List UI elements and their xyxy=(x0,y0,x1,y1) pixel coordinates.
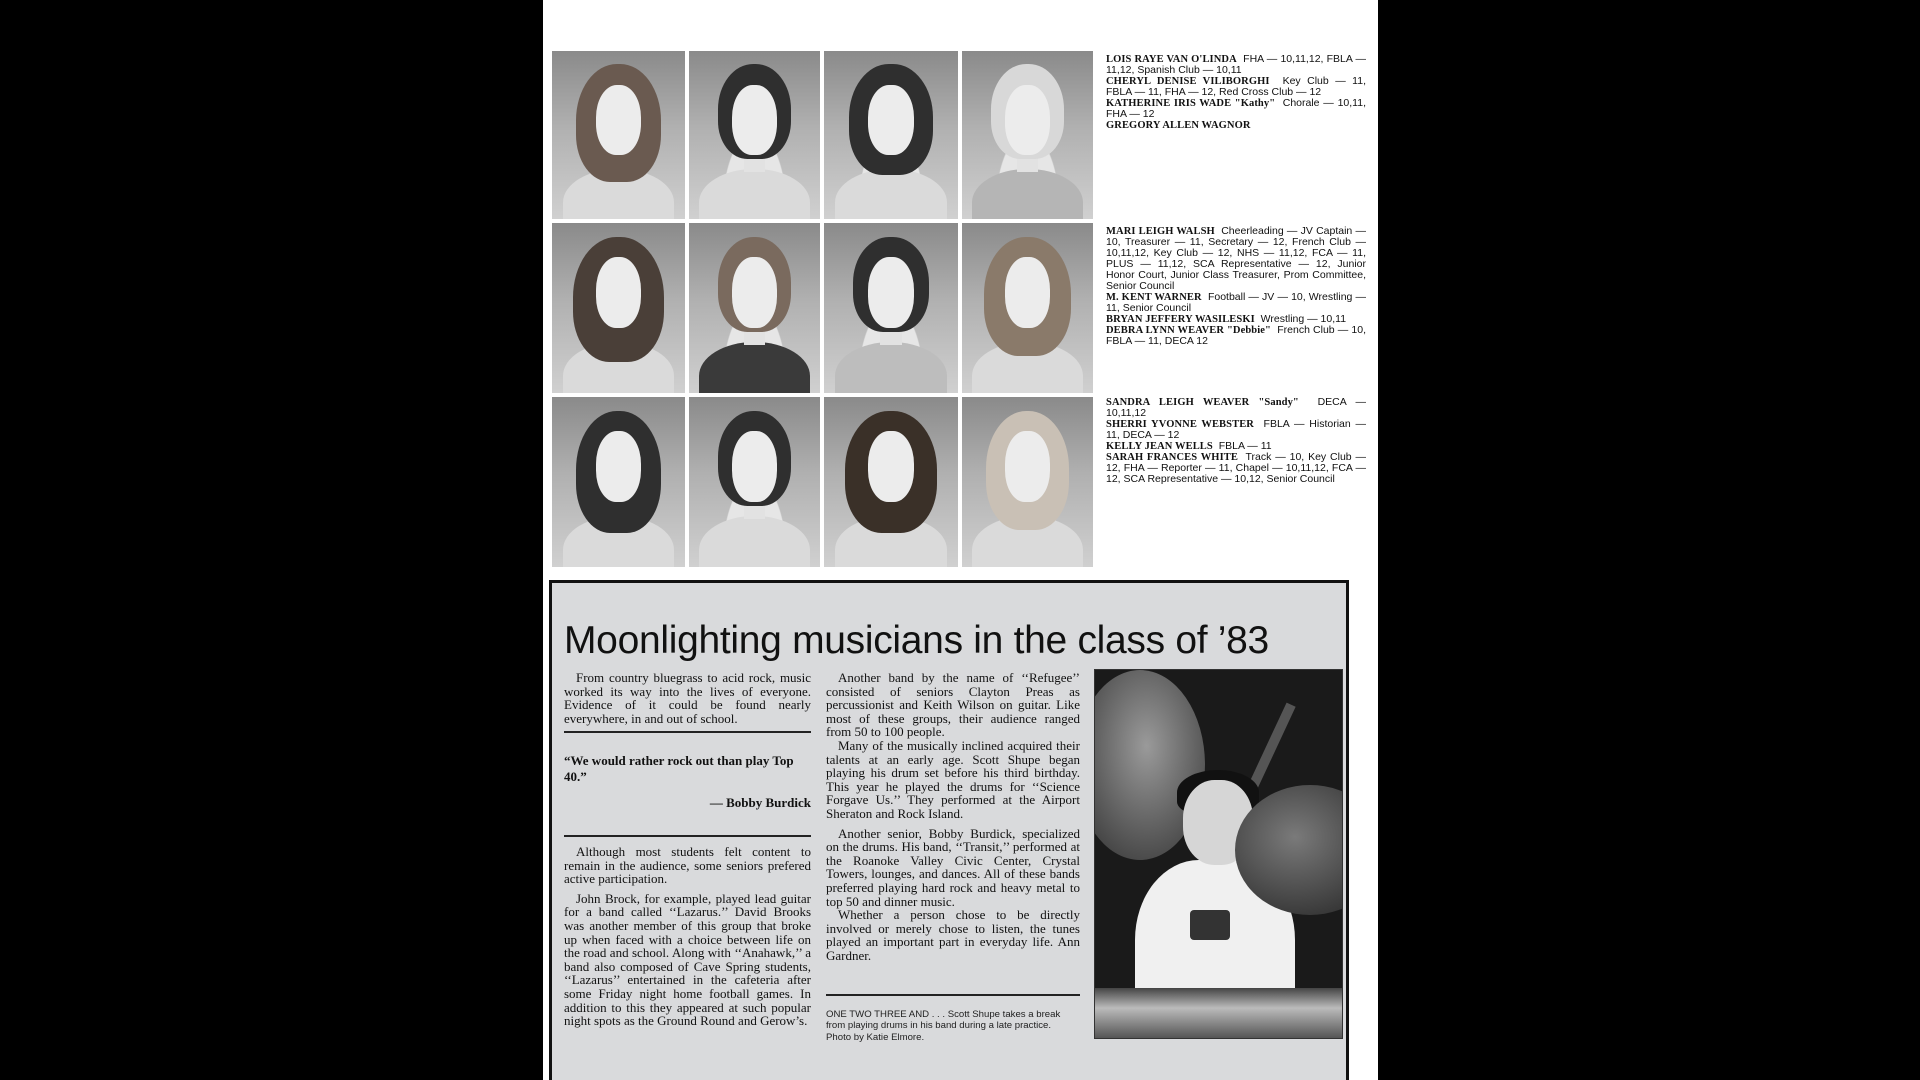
student-name: KATHERINE IRIS WADE "Kathy" xyxy=(1106,98,1276,109)
yearbook-page xyxy=(543,0,1378,1080)
student-name: SHERRI YVONNE WEBSTER xyxy=(1106,419,1254,430)
caption-entry xyxy=(1106,120,1366,131)
portrait-photo xyxy=(824,397,958,567)
portrait-photo xyxy=(552,397,685,567)
student-activities: FHA — 10,11,12, FBLA — 11,12, Spanish Club — 10,11 xyxy=(1106,53,1366,76)
portrait-photo xyxy=(962,51,1093,219)
portrait-photo xyxy=(689,397,820,567)
student-name: LOIS RAYE VAN O'LINDA xyxy=(1106,54,1237,65)
student-activities: Wrestling — 10,11 xyxy=(1260,313,1347,325)
caption-entry xyxy=(1106,292,1366,314)
intro-text: From country bluegrass to acid rock, music worked its way into the lives of everyone. Evidence of it could be found nearly everywhere, in and out of school. xyxy=(564,670,811,726)
student-activities: Cheerleading — JV Captain — 10, Treasurer — 11, Secretary — 12, French Club — 10,11,12, Key Club — 12, NHS — 11,12, FCA — 11, PLUS — 11,12, SCA Representative — 12, Junior Honor Court, Junior Class Treasurer, Prom Committee, Senior Council xyxy=(1106,225,1366,292)
student-name: SARAH FRANCES WHITE xyxy=(1106,452,1238,463)
student-name: SANDRA LEIGH WEAVER "Sandy" xyxy=(1106,397,1299,408)
caption-entry xyxy=(1106,76,1366,98)
body-paragraph: John Brock, for example, played lead guitar for a band called ‘‘Lazarus.’’ David Brooks was another member of this group that broke up when faced with a choice between life on the road and school. Along with ‘‘Anahawk,’’ a band also composed of Cave Spring students, ‘‘Lazarus’’ entertained in the cafeteria after some Friday night home football games. In addition to this they appeared at such popular night spots as the Ground Round and Gerow’s. xyxy=(564,890,811,1029)
student-activities: Key Club — 11, FBLA — 11, FHA — 12, Red Cross Club — 12 xyxy=(1106,75,1366,98)
body-paragraph: Many of the musically inclined acquired their talents at an early age. Scott Shupe began playing his drum set before his third birthday. This year he played the drums for ‘‘Science Forgave Us.’’ They performed at the Airport Sheraton and Rock Island. xyxy=(826,737,1080,821)
student-name: KELLY JEAN WELLS xyxy=(1106,441,1213,452)
column-2 xyxy=(826,671,1080,962)
caption-block-1 xyxy=(1106,54,1366,131)
divider xyxy=(826,994,1080,996)
pull-quote-text: “We would rather rock out than play Top 40.” xyxy=(564,753,794,784)
intro-paragraph xyxy=(564,671,811,725)
headline: Moonlighting musicians in the class of ’83 xyxy=(564,619,1269,662)
drummer-photo xyxy=(1094,669,1343,1039)
body-paragraph: Another band by the name of ‘‘Refugee’’ consisted of seniors Clayton Preas as percussionist and Keith Wilson on guitar. Like most of these groups, their audience ranged from 50 to 100 people. xyxy=(826,670,1080,740)
portrait-photo xyxy=(552,51,685,219)
column-1 xyxy=(564,845,811,1028)
caption-block-2 xyxy=(1106,226,1366,347)
student-activities: Chorale — 10,11, FHA — 12 xyxy=(1106,97,1366,120)
body-paragraph: Although most students felt content to remain in the audience, some seniors prefered active participation. xyxy=(564,844,811,887)
portrait-photo xyxy=(824,51,958,219)
student-name: GREGORY ALLEN WAGNOR xyxy=(1106,120,1251,131)
student-activities: FBLA — 11 xyxy=(1218,440,1272,452)
student-name: BRYAN JEFFERY WASILESKI xyxy=(1106,314,1255,325)
caption-entry xyxy=(1106,419,1366,441)
portrait-photo xyxy=(824,223,958,393)
caption-entry xyxy=(1106,452,1366,485)
pull-quote xyxy=(564,753,811,811)
photo-caption: ONE TWO THREE AND . . . Scott Shupe takes a break from playing drums in his band during a late practice. Photo by Katie Elmore. xyxy=(826,1009,1061,1043)
student-activities: DECA — 10,11,12 xyxy=(1106,396,1366,419)
portrait-photo xyxy=(689,223,820,393)
student-name: M. KENT WARNER xyxy=(1106,292,1202,303)
body-paragraph: Another senior, Bobby Burdick, specialized on the drums. His band, ‘‘Transit,’’ performed at the Roanoke Valley Civic Center, Crystal Towers, lounges, and dances. All of these bands preferred playing hard rock and heavy metal to top 50 and dinner music. xyxy=(826,825,1080,909)
student-activities: FBLA — Historian — 11, DECA — 12 xyxy=(1106,418,1366,441)
student-name: DEBRA LYNN WEAVER "Debbie" xyxy=(1106,325,1271,336)
caption-entry xyxy=(1106,98,1366,120)
body-paragraph: Whether a person chose to be directly involved or merely chose to listen, the tunes played an important part in everyday life. xyxy=(826,907,1080,950)
caption-entry xyxy=(1106,54,1366,76)
student-activities: Football — JV — 10, Wrestling — 11, Senior Council xyxy=(1106,291,1366,314)
student-activities: Track — 10, Key Club — 12, FHA — Reporter — 11, Chapel — 10,11,12, FCA — 12, SCA Representative — 10,12, Senior Council xyxy=(1106,451,1366,485)
caption-entry xyxy=(1106,226,1366,292)
caption-block-3 xyxy=(1106,397,1366,485)
portrait-photo xyxy=(689,51,820,219)
student-name: MARI LEIGH WALSH xyxy=(1106,226,1215,237)
divider xyxy=(564,731,811,733)
student-name: CHERYL DENISE VILIBORGHI xyxy=(1106,76,1270,87)
student-activities: French Club — 10, FBLA — 11, DECA 12 xyxy=(1106,324,1367,347)
divider xyxy=(564,835,811,837)
portrait-photo xyxy=(962,223,1093,393)
caption-entry xyxy=(1106,325,1366,347)
feature-article xyxy=(549,580,1349,1080)
pull-quote-attribution: — Bobby Burdick xyxy=(709,795,811,810)
caption-entry xyxy=(1106,397,1366,419)
portrait-photo xyxy=(552,223,685,393)
portrait-photo xyxy=(962,397,1093,567)
byline: Ann Gardner. xyxy=(826,934,1080,963)
